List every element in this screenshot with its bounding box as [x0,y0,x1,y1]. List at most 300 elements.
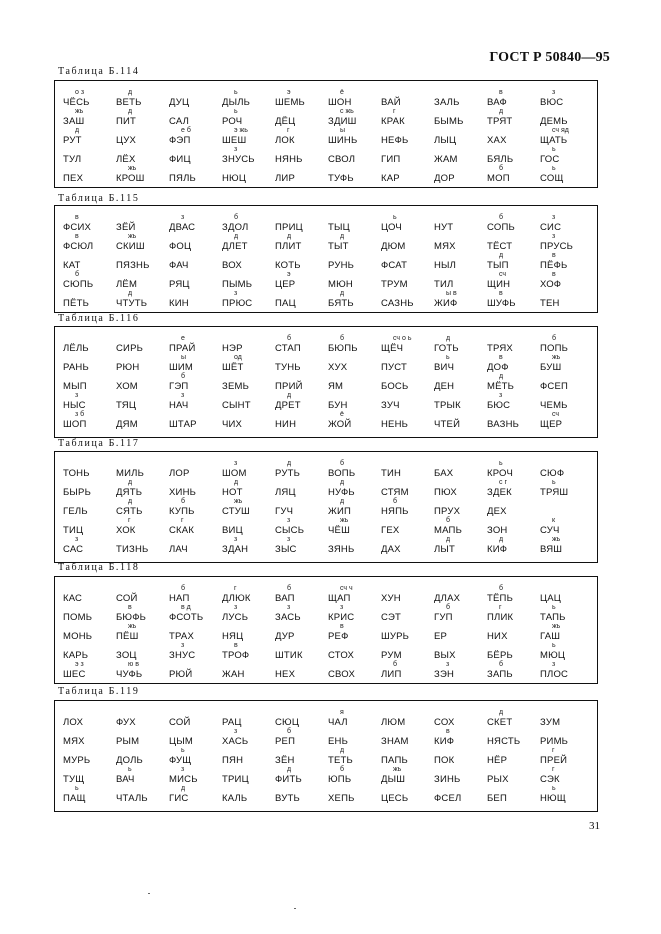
syllable-word: ДЕМЬ [540,116,568,127]
table-cell [114,89,167,108]
syllable-word: ГУП [434,612,453,623]
superscript-mark: жь [234,498,243,505]
superscript-mark: б [552,335,557,342]
table-cell [220,411,273,430]
table-cell [220,479,273,498]
table-cell [220,252,273,271]
table-cell [114,604,167,623]
table-cell [220,127,273,146]
table-cell [379,354,432,373]
syllable-word: ПЯН [222,755,244,766]
syllable-word: СТОХ [328,650,355,661]
table-cell [167,479,220,498]
table-cell [61,411,114,430]
syllable-word: ТУФЬ [328,173,354,184]
table-caption: Таблица Б.115 [58,193,140,204]
superscript-mark: ы [340,127,346,134]
syllable-word: БУН [328,400,348,411]
syllable-word: НУТ [434,222,454,233]
syllable-word: ГЕХ [381,525,400,536]
superscript-mark: д [234,233,239,240]
table-cell [485,290,538,309]
syllable-word: НЮЩ [540,793,566,804]
superscript-mark: ь [75,785,79,792]
superscript-mark: жь [128,165,137,172]
table-cell [61,214,114,233]
syllable-word: БЮФЬ [116,612,147,623]
table-cell [61,623,114,642]
superscript-mark: ы [181,354,187,361]
syllable-word: СТУШ [222,506,250,517]
table-cell [220,623,273,642]
syllable-word: ЛИП [381,669,402,680]
syllable-word: ПРЮС [222,298,253,309]
table-cell [379,165,432,184]
syllable-word: ГАШ [540,631,561,642]
table-cell [326,536,379,555]
table-cell [220,460,273,479]
syllable-word: ТУЩ [63,774,85,785]
syllable-word: ДУЦ [169,97,190,108]
syllable-word: ЩАТЬ [540,135,568,146]
syllable-word: КРОЧ [487,468,513,479]
table-cell [379,460,432,479]
syllable-word: ДЕХ [487,506,507,517]
syllable-word: КИФ [434,736,455,747]
syllable-word: ХОМ [116,381,138,392]
table-cell [432,536,485,555]
table-cell [167,498,220,517]
table-cell [61,785,114,804]
syllable-word: ФИТЬ [275,774,302,785]
syllable-word: КАТ [63,260,81,271]
superscript-mark: д [446,335,451,342]
syllable-word: ЗНАМ [381,736,409,747]
table-cell [432,785,485,804]
syllable-word: ЛЫТ [434,544,456,555]
syllable-word: ЗДЕК [487,487,512,498]
table-cell [114,785,167,804]
table-cell [326,604,379,623]
syllable-word: ДЛАХ [434,593,461,604]
table-cell [114,460,167,479]
table-cell [538,498,591,517]
superscript-mark: в [499,354,503,361]
syllable-word: ТРЯТ [487,116,513,127]
superscript-mark: в [128,604,132,611]
syllable-word: ЩИН [487,279,511,290]
table-cell [326,411,379,430]
syllable-word: ДАХ [381,544,401,555]
table-cell [167,661,220,680]
table-cell [432,335,485,354]
syllable-word: ЛЮМ [381,717,406,728]
syllable-word: ТУЛ [63,154,82,165]
table-cell [432,479,485,498]
superscript-mark: б [181,373,186,380]
table-cell [114,536,167,555]
syllable-word: МЮН [328,279,353,290]
table-cell [114,354,167,373]
table-cell [273,335,326,354]
table-cell [432,354,485,373]
table-cell [538,392,591,411]
syllable-word: ТРИЦ [222,774,249,785]
table-cell [114,585,167,604]
standard-designation: ГОСТ Р 50840—95 [489,50,610,65]
table-cell [114,392,167,411]
superscript-mark: жь [393,766,402,773]
table-cell [379,108,432,127]
syllable-word: ГЕЛЬ [63,506,88,517]
table-cell [167,271,220,290]
syllable-word: ХОК [116,525,136,536]
syllable-word: ТЫП [487,260,509,271]
syllable-word: КАРЬ [63,650,89,661]
table-cell [61,252,114,271]
table-cell [485,585,538,604]
table-cell [485,498,538,517]
table-cell [538,335,591,354]
syllable-word: ТЕН [540,298,560,309]
superscript-mark: д [287,392,292,399]
syllable-word: МОП [487,173,510,184]
table-cell [379,252,432,271]
superscript-mark: б [446,517,451,524]
syllable-word: ПРИЦ [275,222,303,233]
table-cell [538,709,591,728]
syllable-word: НЮЦ [222,173,247,184]
table-cell [432,498,485,517]
superscript-mark: д [128,290,133,297]
superscript-mark: жь [552,354,561,361]
syllable-word: МИСЬ [169,774,198,785]
syllable-word: ЦАЦ [540,593,561,604]
table-cell [432,214,485,233]
superscript-mark: сч ч [340,585,353,592]
superscript-mark: е б [181,127,191,134]
superscript-mark: ё [340,411,344,418]
syllable-word: СЮФ [540,468,565,479]
syllable-word: ФЭП [169,135,191,146]
syllable-word: ВЯШ [540,544,563,555]
superscript-mark: ь [552,479,556,486]
superscript-mark: б [287,728,292,735]
syllable-word: РУТЬ [275,468,300,479]
table-cell [273,536,326,555]
syllable-word: НЫС [63,400,86,411]
syllable-word: СЫСЬ [275,525,305,536]
superscript-mark: д [340,747,345,754]
table-cell [379,661,432,680]
superscript-mark: з [446,661,450,668]
syllable-word: ШЕМЬ [275,97,305,108]
table-cell [326,479,379,498]
table-cell [61,146,114,165]
syllable-word: ПЛОС [540,669,569,680]
table-cell [167,604,220,623]
superscript-mark: з [340,604,344,611]
syllable-word: ГОС [540,154,560,165]
superscript-mark: э жь [234,127,248,134]
table-cell [538,785,591,804]
table-cell [379,127,432,146]
table-cell [432,89,485,108]
syllable-word: ГУЧ [275,506,294,517]
table-cell [167,233,220,252]
table-cell [61,728,114,747]
word-table [54,80,598,188]
superscript-mark: в [552,271,556,278]
syllable-word: НУФЬ [328,487,355,498]
superscript-mark: жь [340,517,349,524]
table-cell [167,108,220,127]
syllable-word: НЯЦ [222,631,244,642]
syllable-word: ГЭП [169,381,189,392]
table-cell [167,536,220,555]
table-cell [538,252,591,271]
table-cell [379,709,432,728]
syllable-word: РОЧ [222,116,243,127]
table-cell [379,373,432,392]
table-cell [326,766,379,785]
scan-speck [148,893,150,894]
syllable-word: РИМЬ [540,736,569,747]
superscript-mark: б [393,498,398,505]
syllable-word: ПРУСЬ [540,241,574,252]
syllable-word: МЯХ [434,241,456,252]
syllable-word: ЧИХ [222,419,243,430]
table-cell [220,536,273,555]
syllable-word: ЗУМ [540,717,561,728]
syllable-word: ЗДАН [222,544,249,555]
syllable-word: НЭР [222,343,243,354]
syllable-word: ПОМЬ [63,612,93,623]
syllable-word: ПЯЗНЬ [116,260,150,271]
superscript-mark: г [234,585,237,592]
table-cell [273,127,326,146]
superscript-mark: д [499,108,504,115]
syllable-word: МАПЬ [434,525,463,536]
table-cell [538,747,591,766]
syllable-word: ПРИЙ [275,381,303,392]
superscript-mark: б [499,214,504,221]
syllable-word: ДЁЦ [275,116,296,127]
syllable-word: ГИП [381,154,401,165]
table-cell [273,252,326,271]
syllable-word: ПЛИТ [275,241,302,252]
word-grid [61,214,591,309]
syllable-word: ВИЧ [434,362,455,373]
table-cell [485,214,538,233]
table-cell [538,233,591,252]
syllable-word: ДВАС [169,222,196,233]
syllable-word: СКИШ [116,241,145,252]
syllable-word: МЮЦ [540,650,566,661]
superscript-mark: ь [552,146,556,153]
syllable-word: ЖИП [328,506,352,517]
table-cell [167,747,220,766]
syllable-word: БЯТЬ [328,298,354,309]
table-cell [485,354,538,373]
syllable-word: ЗОЦ [116,650,137,661]
word-table [54,576,598,684]
table-cell [61,373,114,392]
table-cell [326,89,379,108]
syllable-word: ЩАП [328,593,351,604]
table-cell [220,354,273,373]
syllable-word: ВАП [275,593,295,604]
syllable-word: ХАСЬ [222,736,249,747]
syllable-word: САЛ [169,116,190,127]
superscript-mark: б [287,335,292,342]
syllable-word: ЧЁШ [328,525,350,536]
table-cell [538,642,591,661]
table-cell [432,252,485,271]
table-cell [220,165,273,184]
table-cell [485,233,538,252]
table-cell [114,728,167,747]
syllable-word: СВОЛ [328,154,356,165]
superscript-mark: д [181,785,186,792]
table-cell [485,747,538,766]
table-cell [167,728,220,747]
syllable-word: ТЯЦ [116,400,137,411]
table-cell [485,709,538,728]
superscript-mark: г [128,517,131,524]
superscript-mark: с жь [340,108,354,115]
table-cell [379,517,432,536]
superscript-mark: ь [552,642,556,649]
table-cell [432,373,485,392]
table-cell [379,728,432,747]
superscript-mark: ь [552,604,556,611]
table-cell [61,747,114,766]
table-caption: Таблица Б.117 [58,438,140,449]
syllable-word: СКЕТ [487,717,513,728]
superscript-mark: ь [234,89,238,96]
syllable-word: ЗИНЬ [434,774,461,785]
syllable-word: ЛЁХ [116,154,136,165]
table-cell [538,411,591,430]
syllable-word: СКАК [169,525,195,536]
table-cell [273,517,326,536]
table-caption: Таблица Б.116 [58,313,140,324]
table-cell [114,766,167,785]
syllable-word: ТИЛ [434,279,454,290]
syllable-word: ПАПЬ [381,755,408,766]
superscript-mark: ь [393,214,397,221]
table-cell [379,214,432,233]
table-cell [326,335,379,354]
syllable-word: СЮЦ [275,717,300,728]
superscript-mark: б [340,335,345,342]
superscript-mark: жь [552,623,561,630]
superscript-mark: в [75,214,79,221]
superscript-mark: ь [446,354,450,361]
table-cell [61,354,114,373]
table-cell [432,709,485,728]
table-cell [114,165,167,184]
table-cell [114,517,167,536]
syllable-word: ЗНУСЬ [222,154,255,165]
syllable-word: ВОХ [222,260,242,271]
syllable-word: ЖОЙ [328,419,352,430]
table-cell [432,642,485,661]
syllable-word: ЦОЧ [381,222,402,233]
table-cell [61,335,114,354]
superscript-mark: к [552,517,556,524]
syllable-word: ФОЦ [169,241,192,252]
syllable-word: КУПЬ [169,506,195,517]
table-cell [538,354,591,373]
syllable-word: БОСЬ [381,381,409,392]
syllable-word: ФСАТ [381,260,408,271]
superscript-mark: б [181,585,186,592]
table-cell [379,146,432,165]
table-cell [273,214,326,233]
syllable-word: СОЙ [169,717,191,728]
superscript-mark: з б [75,411,85,418]
syllable-word: РАНЬ [63,362,89,373]
syllable-word: БЯЛЬ [487,154,514,165]
superscript-mark: г [287,127,290,134]
table-cell [273,642,326,661]
syllable-word: ЗДОЛ [222,222,249,233]
syllable-word: ЧТУТЬ [116,298,148,309]
superscript-mark: з [499,392,503,399]
syllable-word: БАХ [434,468,454,479]
word-table [54,451,598,563]
superscript-mark: д [75,127,80,134]
superscript-mark: з [75,392,79,399]
syllable-word: БЮС [487,400,511,411]
table-cell [485,252,538,271]
syllable-word: ЩЁЧ [381,343,404,354]
syllable-word: САЗНЬ [381,298,414,309]
table-caption: Таблица Б.119 [58,686,140,697]
syllable-word: ДЕН [434,381,455,392]
table-cell [114,661,167,680]
syllable-word: ШТИК [275,650,303,661]
syllable-word: ЖИФ [434,298,458,309]
table-cell [61,536,114,555]
table-cell [167,214,220,233]
syllable-word: ХАХ [487,135,507,146]
syllable-word: ЗАПЬ [487,669,513,680]
syllable-word: ТЫЦ [328,222,350,233]
superscript-mark: з [234,460,238,467]
syllable-word: СЭК [540,774,560,785]
syllable-word: ЖАМ [434,154,458,165]
syllable-word: ЛЁМ [116,279,138,290]
superscript-mark: д [128,89,133,96]
syllable-word: СОХ [434,717,455,728]
syllable-word: ШИНЬ [328,135,358,146]
table-cell [326,392,379,411]
table-cell [538,517,591,536]
table-cell [538,766,591,785]
syllable-word: ЗДИШ [328,116,357,127]
syllable-word: ФСЮЛ [63,241,94,252]
table-cell [485,479,538,498]
syllable-word: ДЯМ [116,419,138,430]
table-cell [326,460,379,479]
table-cell [61,392,114,411]
syllable-word: СОЙ [116,593,138,604]
syllable-word: ФИЦ [169,154,191,165]
page-number: 31 [589,820,600,832]
